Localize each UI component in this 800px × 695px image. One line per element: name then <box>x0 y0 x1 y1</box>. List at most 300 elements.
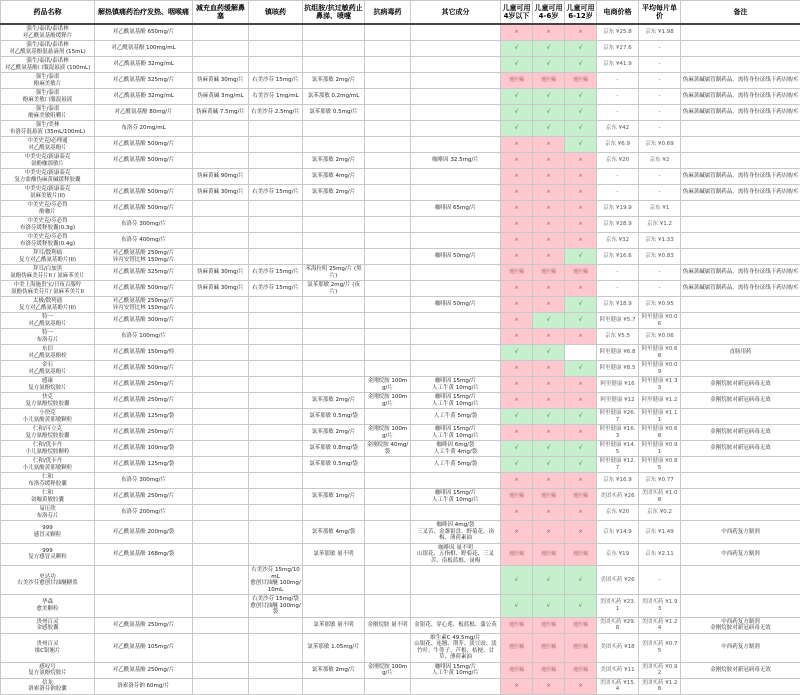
kids-4-6-cell: 遵医嘱 <box>533 543 565 566</box>
other-ingredients-cell-line: 人工牛黄 4mg/袋 <box>412 449 499 456</box>
decongestant-cell: 伪麻黄碱 90mg/片 <box>193 169 249 185</box>
drug-name-cell <box>1 313 95 329</box>
antipyretic-cell-line: 对乙酰氨基酚 250mg/片 <box>96 429 191 436</box>
unit-price-cell: - <box>639 89 681 105</box>
ecommerce-price-cell: 阿里健康 ¥8.5 <box>597 361 639 377</box>
drug-name-cell <box>1 185 95 201</box>
antiviral-cell <box>365 185 411 201</box>
antitussive-cell-line: 右美沙芬 15mg/10mL <box>250 567 301 580</box>
remarks-cell <box>681 473 800 489</box>
kids-under4-cell: × <box>501 425 533 441</box>
ecommerce-price-cell: - <box>597 281 639 297</box>
kids-under4-cell: × <box>501 24 533 41</box>
antipyretic-cell <box>95 361 193 377</box>
col-decongestant <box>193 1 249 25</box>
drug-name-cell-line: 金感胶囊 <box>2 625 93 632</box>
antipyretic-cell <box>95 57 193 73</box>
antihistamine-cell: 氯苯那敏 0.8mg/袋 <box>303 441 365 457</box>
kids-4-6-cell: 遵医嘱 <box>533 662 565 678</box>
antitussive-cell <box>249 393 303 409</box>
decongestant-cell <box>193 24 249 41</box>
remarks-cell-line: 伪麻黄碱属管制药品、需持身份证线下药店购买 <box>682 269 799 276</box>
decongestant-cell <box>193 393 249 409</box>
decongestant-cell <box>193 441 249 457</box>
drug-name-cell-line: 中美史克/必理通 <box>2 138 93 145</box>
ecommerce-price-cell: 京东 ¥25.8 <box>597 24 639 41</box>
antihistamine-cell <box>303 217 365 233</box>
table-row <box>1 377 800 393</box>
drug-name-cell <box>1 662 95 678</box>
col-antipyretic <box>95 1 193 25</box>
unit-price-cell: 美团买药 ¥0.92 <box>639 662 681 678</box>
header-label-line: 4-6岁 <box>539 12 559 20</box>
unit-price-cell: 京东 ¥1 <box>639 201 681 217</box>
remarks-cell <box>681 89 800 105</box>
kids-under4-cell: 遵医嘱 <box>501 265 533 281</box>
drug-name-cell <box>1 233 95 249</box>
drug-name-cell <box>1 595 95 618</box>
ecommerce-price-cell: 京东 ¥32 <box>597 233 639 249</box>
remarks-cell-line: 金刚烷胺对新冠病毒无效 <box>682 667 799 674</box>
drug-name-cell-line: 布洛芬片 <box>2 513 93 520</box>
drug-name-cell-line: 维C银翘片 <box>2 648 93 655</box>
ecommerce-price-cell: 阿里健康 ¥12.7 <box>597 457 639 473</box>
header-label-line: 4岁以下 <box>504 12 530 20</box>
antipyretic-cell-line: 对乙酰氨基酚 500mg/片 <box>96 365 191 372</box>
table-row <box>1 425 800 441</box>
remarks-cell <box>681 595 800 618</box>
antipyretic-cell-line: 布洛芬 200mg/片 <box>96 509 191 516</box>
drug-name-cell <box>1 521 95 544</box>
antitussive-cell <box>249 105 303 121</box>
kids-4-6-cell: × <box>533 233 565 249</box>
other-ingredients-cell <box>411 409 501 425</box>
ecommerce-price-cell: - <box>597 185 639 201</box>
kids-under4-cell: × <box>501 473 533 489</box>
antipyretic-cell-line: 异丙安替比林 150mg/片 <box>96 305 191 312</box>
remarks-cell <box>681 201 800 217</box>
antipyretic-cell-line: 布洛芬 100mg/片 <box>96 333 191 340</box>
table-row <box>1 678 800 694</box>
drug-name-cell-line: 强生/泰诺/泰诺林 <box>2 26 93 33</box>
decongestant-cell: 伪麻黄碱 30mg/片 <box>193 185 249 201</box>
drug-name-cell-line: 对乙酰氨基酚片 <box>2 145 93 152</box>
kids-6-12-cell: √ <box>565 457 597 473</box>
other-ingredients-cell <box>411 521 501 544</box>
decongestant-cell: 伪麻黄碱 7.5mg/片 <box>193 105 249 121</box>
drug-name-cell <box>1 633 95 662</box>
kids-6-12-cell: √ <box>565 249 597 265</box>
antiviral-cell: 金刚烷胺 100mg/片 <box>365 377 411 393</box>
col-kids-under4 <box>501 1 533 25</box>
antipyretic-cell <box>95 105 193 121</box>
antipyretic-cell <box>95 24 193 41</box>
remarks-cell <box>681 297 800 313</box>
kids-4-6-cell: × <box>533 425 565 441</box>
drug-name-cell <box>1 169 95 185</box>
drug-name-cell-line: 洛索洛芬钠胶囊 <box>2 686 93 693</box>
drug-name-cell-line: 对乙酰氨基酚栓 <box>2 353 93 360</box>
decongestant-cell <box>193 595 249 618</box>
unit-price-cell: 阿里健康 ¥0.09 <box>639 361 681 377</box>
antihistamine-cell <box>303 24 365 41</box>
kids-4-6-cell: 遵医嘱 <box>533 489 565 505</box>
other-ingredients-cell <box>411 153 501 169</box>
drug-name-cell-line: 愈美颗粒 <box>2 606 93 613</box>
table-row <box>1 24 800 41</box>
other-ingredients-cell-line: 咖啡因 量不明 <box>412 545 499 552</box>
antipyretic-cell <box>95 425 193 441</box>
ecommerce-price-cell: 美团买药 ¥26 <box>597 489 639 505</box>
kids-6-12-cell <box>565 345 597 361</box>
remarks-cell-line: 金刚烷胺对新冠病毒无效 <box>682 445 799 452</box>
remarks-cell <box>681 345 800 361</box>
drug-name-cell-line: 氨酚咖那敏片 <box>2 161 93 168</box>
drug-name-cell-line: 中美史克/芬必得 <box>2 202 93 209</box>
antipyretic-cell <box>95 521 193 544</box>
col-kids-6-12 <box>565 1 597 25</box>
drug-name-cell-line: 复方感冒灵颗粒 <box>2 554 93 561</box>
antiviral-cell <box>365 169 411 185</box>
unit-price-cell: 美团买药 ¥1.93 <box>639 595 681 618</box>
antipyretic-cell <box>95 543 193 566</box>
remarks-cell <box>681 377 800 393</box>
antiviral-cell <box>365 543 411 566</box>
antipyretic-cell-line: 对乙酰氨基酚 250mg/片 <box>96 250 191 257</box>
kids-6-12-cell: √ <box>565 361 597 377</box>
antihistamine-cell: 氯苯那敏 2mg/片 <box>303 153 365 169</box>
ecommerce-price-cell: 京东 ¥5.5 <box>597 329 639 345</box>
kids-under4-cell: × <box>501 169 533 185</box>
remarks-cell <box>681 662 800 678</box>
antihistamine-cell <box>303 473 365 489</box>
drug-name-cell-line: 拜耳/散利痛 <box>2 250 93 257</box>
unit-price-cell: 京东 ¥0.77 <box>639 473 681 489</box>
ecommerce-price-cell: 京东 ¥19 <box>597 543 639 566</box>
kids-under4-cell: √ <box>501 345 533 361</box>
remarks-cell <box>681 543 800 566</box>
remarks-cell <box>681 153 800 169</box>
table-row <box>1 153 800 169</box>
col-antiviral <box>365 1 411 25</box>
drug-name-cell-line: 金石 <box>2 362 93 369</box>
antihistamine-cell: 氯苯那敏 2mg/片 <box>303 73 365 89</box>
drug-name-cell-line: 快克 <box>2 394 93 401</box>
other-ingredients-cell-line: 咖啡因 32.5mg/片 <box>412 157 499 164</box>
decongestant-cell: 伪麻黄碱 30mg/片 <box>193 265 249 281</box>
header-label-line: 减充血药 <box>196 4 224 12</box>
antiviral-cell <box>365 489 411 505</box>
remarks-cell-line: 金刚烷胺对新冠病毒无效 <box>682 625 799 632</box>
antipyretic-cell-line: 对乙酰氨基酚 325mg/片 <box>96 269 191 276</box>
drug-name-cell-line: 复方氨酚烷胺胶囊 <box>2 433 93 440</box>
antiviral-cell <box>365 89 411 105</box>
decongestant-cell <box>193 297 249 313</box>
drug-name-cell-line: 复方盐酸伪麻黄碱缓释胶囊 <box>2 177 93 184</box>
antipyretic-cell-line: 对乙酰氨基酚 32mg/mL <box>96 61 191 68</box>
table-row <box>1 633 800 662</box>
table-row <box>1 662 800 678</box>
kids-under4-cell: × <box>501 678 533 694</box>
antihistamine-cell <box>303 297 365 313</box>
decongestant-cell <box>193 313 249 329</box>
antipyretic-cell-line: 对乙酰氨基酚 325mg/片 <box>96 77 191 84</box>
antiviral-cell: 金刚烷胺 100mg/片 <box>365 425 411 441</box>
antipyretic-cell <box>95 377 193 393</box>
antitussive-cell <box>249 425 303 441</box>
antiviral-cell <box>365 105 411 121</box>
antihistamine-cell: 氯苯那敏 0.5mg/袋 <box>303 457 365 473</box>
decongestant-cell <box>193 543 249 566</box>
antihistamine-cell: 氯苯那敏 0.2mg/mL <box>303 89 365 105</box>
header-label-line: 镇咳药 <box>265 8 286 16</box>
table-header <box>1 1 800 25</box>
drug-name-cell <box>1 153 95 169</box>
unit-price-cell: - <box>639 41 681 57</box>
remarks-cell-line: 金刚烷胺对新冠病毒无效 <box>682 381 799 388</box>
kids-4-6-cell: 遵医嘱 <box>533 265 565 281</box>
remarks-cell-line: 伪麻黄碱属管制药品、需持身份证线下药店购买 <box>682 109 799 116</box>
drug-name-cell-line: 信龙 <box>2 680 93 687</box>
kids-4-6-cell: × <box>533 505 565 521</box>
kids-4-6-cell: √ <box>533 57 565 73</box>
antipyretic-cell-line: 对乙酰氨基酚 32mg/mL <box>96 93 191 100</box>
table-row <box>1 409 800 425</box>
unit-price-cell: - <box>639 105 681 121</box>
drug-name-cell <box>1 361 95 377</box>
header-label-line: 6-12岁 <box>568 12 593 20</box>
ecommerce-price-cell: 京东 ¥18.9 <box>597 297 639 313</box>
decongestant-cell <box>193 617 249 633</box>
other-ingredients-cell <box>411 595 501 618</box>
decongestant-cell <box>193 633 249 662</box>
drug-name-cell-line: 酚麻美敏片 <box>2 81 93 88</box>
kids-4-6-cell: √ <box>533 313 565 329</box>
antitussive-cell <box>249 57 303 73</box>
antiviral-cell <box>365 265 411 281</box>
drug-name-cell-line: 对乙酰氨基酚缓释片 <box>2 33 93 40</box>
antipyretic-cell <box>95 566 193 595</box>
other-ingredients-cell-line: 咖啡因 15mg/片 <box>412 490 499 497</box>
drug-name-cell <box>1 297 95 313</box>
ecommerce-price-cell: 阿里健康 ¥26.7 <box>597 409 639 425</box>
antipyretic-cell <box>95 281 193 297</box>
unit-price-cell: 美团买药 ¥1.24 <box>639 617 681 633</box>
antitussive-cell <box>249 24 303 41</box>
drug-name-cell-line: 酚麻美敏咀嚼片 <box>2 113 93 120</box>
antipyretic-cell-line: 布洛芬 300mg/片 <box>96 221 191 228</box>
kids-6-12-cell: × <box>565 281 597 297</box>
kids-6-12-cell: 遵医嘱 <box>565 662 597 678</box>
drug-name-cell-line: 布洛芬缓释胶囊(0.4g) <box>2 241 93 248</box>
remarks-cell <box>681 249 800 265</box>
antiviral-cell <box>365 41 411 57</box>
unit-price-cell: 阿里健康 ¥0.06 <box>639 313 681 329</box>
antipyretic-cell <box>95 121 193 137</box>
other-ingredients-cell <box>411 377 501 393</box>
col-kids-4-6 <box>533 1 565 25</box>
antipyretic-cell <box>95 489 193 505</box>
drug-name-cell-line: 对乙酰氨基酚片 <box>2 369 93 376</box>
drug-name-cell <box>1 393 95 409</box>
antihistamine-cell <box>303 361 365 377</box>
header-label-line: 抗病毒药 <box>374 8 402 16</box>
table-row <box>1 473 800 489</box>
kids-4-6-cell: √ <box>533 105 565 121</box>
drug-name-cell-line: 布洛芬缓释胶囊(0.3g) <box>2 225 93 232</box>
ecommerce-price-cell: - <box>597 89 639 105</box>
unit-price-cell: 阿里健康 ¥0.68 <box>639 345 681 361</box>
antitussive-cell <box>249 265 303 281</box>
antihistamine-cell: 氯苯那敏 4mg/片 <box>303 169 365 185</box>
ecommerce-price-cell: 阿里健康 ¥12 <box>597 393 639 409</box>
remarks-cell-line: 中西药复方制剂 <box>682 619 799 626</box>
unit-price-cell: - <box>639 185 681 201</box>
antiviral-cell <box>365 566 411 595</box>
kids-4-6-cell: 遵医嘱 <box>533 633 565 662</box>
other-ingredients-cell <box>411 57 501 73</box>
antipyretic-cell-line: 洛索洛芬钠 60mg/片 <box>96 683 191 690</box>
remarks-cell <box>681 521 800 544</box>
antiviral-cell <box>365 24 411 41</box>
antipyretic-cell-line: 对乙酰氨基酚 125mg/袋 <box>96 461 191 468</box>
remarks-cell <box>681 505 800 521</box>
drug-name-cell-line: 复方对乙酰氨基酚片(II) <box>2 305 93 312</box>
other-ingredients-cell <box>411 457 501 473</box>
decongestant-cell <box>193 233 249 249</box>
antipyretic-cell <box>95 297 193 313</box>
antipyretic-cell <box>95 457 193 473</box>
drug-name-cell-line: 太极/散列通 <box>2 298 93 305</box>
kids-4-6-cell: × <box>533 249 565 265</box>
antitussive-cell-line: 右美沙芬 15mg/袋 <box>250 596 301 603</box>
table-row <box>1 595 800 618</box>
antiviral-cell <box>365 73 411 89</box>
remarks-cell-line: 伪麻黄碱属管制药品、需持身份证线下药店购买 <box>682 189 799 196</box>
decongestant-cell <box>193 377 249 393</box>
antiviral-cell <box>365 473 411 489</box>
antitussive-cell-line: 右美沙芬 1mg/mL <box>250 93 301 100</box>
antiviral-cell <box>365 633 411 662</box>
antitussive-cell <box>249 201 303 217</box>
antitussive-cell <box>249 281 303 297</box>
other-ingredients-cell <box>411 441 501 457</box>
unit-price-cell: - <box>639 281 681 297</box>
drug-name-cell-line: 对乙酰氨基酚片 <box>2 321 93 328</box>
decongestant-cell <box>193 41 249 57</box>
antipyretic-cell <box>95 409 193 425</box>
antipyretic-cell-line: 对乙酰氨基酚 500mg/片 <box>96 205 191 212</box>
antipyretic-cell-line: 对乙酰氨基酚 300mg/片 <box>96 317 191 324</box>
antipyretic-cell <box>95 249 193 265</box>
antipyretic-cell-line: 对乙酰氨基酚 250mg/片 <box>96 298 191 305</box>
ecommerce-price-cell: 阿里健康 ¥16.3 <box>597 425 639 441</box>
remarks-cell <box>681 441 800 457</box>
kids-4-6-cell: 遵医嘱 <box>533 73 565 89</box>
table-row <box>1 137 800 153</box>
kids-4-6-cell: √ <box>533 441 565 457</box>
drug-name-cell-line: 中美史克/新康泰克 <box>2 186 93 193</box>
antitussive-cell <box>249 41 303 57</box>
kids-under4-cell: √ <box>501 595 533 618</box>
kids-under4-cell: √ <box>501 566 533 595</box>
other-ingredients-cell-line: 咖啡因 50mg/片 <box>412 301 499 308</box>
kids-6-12-cell: × <box>565 201 597 217</box>
antipyretic-cell <box>95 473 193 489</box>
table-row <box>1 281 800 297</box>
antiviral-cell <box>365 233 411 249</box>
drug-name-cell-line: 强生/泰诺 <box>2 74 93 81</box>
antihistamine-cell <box>303 377 365 393</box>
drug-name-cell-line: 特一 <box>2 330 93 337</box>
table-row <box>1 217 800 233</box>
drug-name-cell-line: 仁和/优卡丹 <box>2 442 93 449</box>
antihistamine-cell: 氯苯那敏 0.5mg/袋 <box>303 409 365 425</box>
unit-price-cell: 京东 ¥0.2 <box>639 505 681 521</box>
antipyretic-cell-line: 对乙酰氨基酚 250mg/片 <box>96 667 191 674</box>
decongestant-cell <box>193 153 249 169</box>
kids-4-6-cell: × <box>533 185 565 201</box>
kids-6-12-cell: × <box>565 329 597 345</box>
kids-under4-cell: × <box>501 393 533 409</box>
header-label-line: 儿童可用 <box>503 4 531 12</box>
drug-name-cell-line: 感叹号 <box>2 664 93 671</box>
decongestant-cell <box>193 662 249 678</box>
antipyretic-cell-line: 布洛芬 300mg/片 <box>96 477 191 484</box>
other-ingredients-cell <box>411 425 501 441</box>
antitussive-cell-line: 愈创甘油醚 100mg/袋 <box>250 603 301 616</box>
drug-name-cell-line: 小儿氨酚黄那敏颗粒 <box>2 417 93 424</box>
drug-name-cell-line: 华森 <box>2 599 93 606</box>
other-ingredients-cell <box>411 249 501 265</box>
other-ingredients-cell-line: 咖啡因 4mg/袋 <box>412 522 499 529</box>
kids-6-12-cell: × <box>565 473 597 489</box>
antipyretic-cell-line: 对乙酰氨基酚 100mg/袋 <box>96 445 191 452</box>
antiviral-cell <box>365 505 411 521</box>
header-label-line: 儿童可用 <box>535 4 563 12</box>
header-label-line: 备注 <box>734 8 748 16</box>
drug-name-cell <box>1 377 95 393</box>
remarks-cell <box>681 617 800 633</box>
remarks-cell-line: 直肠用药 <box>682 349 799 356</box>
antihistamine-cell <box>303 678 365 694</box>
kids-under4-cell: × <box>501 329 533 345</box>
kids-under4-cell: × <box>501 297 533 313</box>
kids-6-12-cell: √ <box>565 41 597 57</box>
kids-6-12-cell: × <box>565 169 597 185</box>
antihistamine-cell <box>303 137 365 153</box>
antitussive-cell-line: 右美沙芬 15mg/片 <box>250 189 301 196</box>
antihistamine-cell: 氯苯那敏 2mg/片 <box>303 425 365 441</box>
decongestant-cell <box>193 249 249 265</box>
antihistamine-cell <box>303 595 365 618</box>
antiviral-cell <box>365 137 411 153</box>
table-row <box>1 105 800 121</box>
ecommerce-price-cell: 京东 ¥28.9 <box>597 217 639 233</box>
antipyretic-cell <box>95 662 193 678</box>
drug-name-cell-line: 易压欣 <box>2 506 93 513</box>
antipyretic-cell-line: 布洛芬 20mg/mL <box>96 125 191 132</box>
antitussive-cell <box>249 313 303 329</box>
antipyretic-cell-line: 对乙酰氨基酚 250mg/片 <box>96 493 191 500</box>
drug-name-cell-line: 氨酚伪麻美芬片/ 氨麻苯美片II <box>2 289 93 296</box>
kids-6-12-cell: √ <box>565 297 597 313</box>
other-ingredients-cell <box>411 297 501 313</box>
decongestant-cell <box>193 137 249 153</box>
other-ingredients-cell <box>411 121 501 137</box>
table-row <box>1 185 800 201</box>
antipyretic-cell <box>95 233 193 249</box>
